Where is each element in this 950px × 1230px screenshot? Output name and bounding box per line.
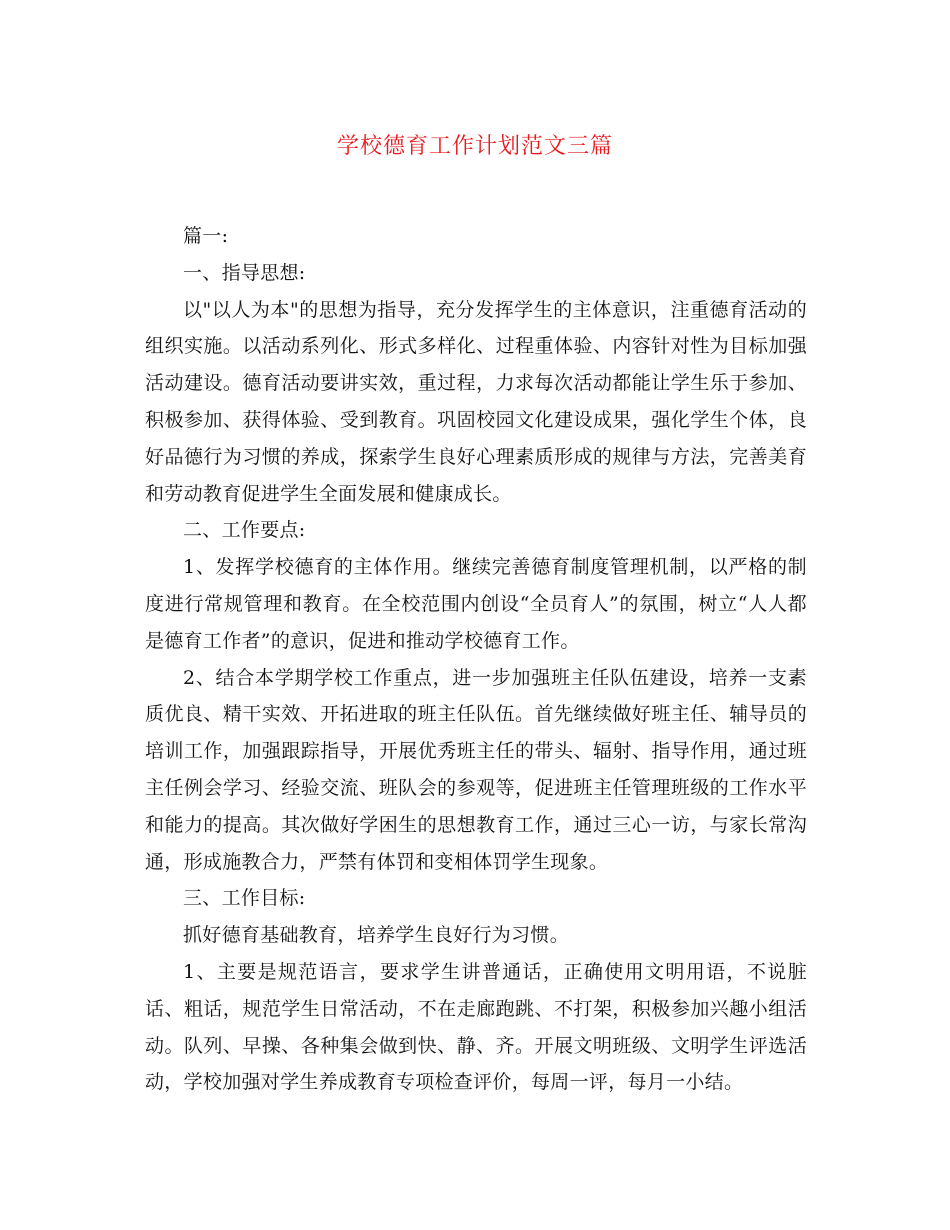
document-body [145,218,807,1101]
paragraph-work-point-2: 2、结合本学期学校工作重点，进一步加强班主任队伍建设，培养一支素质优良、精干实效、开拓进取的班主任队伍。首先继续做好班主任、辅导员的培训工作，加强跟踪指导，开展优秀班主任的带头、辐射、指导作用，通过班主任例会学习、经验交流、班队会的参观等，促进班主任管理班级的工作水平和能力的提高。其次做好学困生的思想教育工作，通过三心一访，与家长常沟通，形成施教合力，严禁有体罚和变相体罚学生现象。 [145,666,807,873]
paragraph-work-goal-1: 1、主要是规范语言，要求学生讲普通话，正确使用文明用语，不说脏话、粗话，规范学生日常活动，不在走廊跑跳、不打架，积极参加兴趣小组活动。队列、早操、各种集会做到快、静、齐。开展文明班级、文明学生评选活动，学校加强对学生养成教育专项检查评价，每周一评，每月一小结。 [145,960,807,1094]
paragraph-work-goals-summary: 抓好德育基础教育，培养学生良好行为习惯。 [183,924,570,947]
paragraph-work-point-1: 1、发挥学校德育的主体作用。继续完善德育制度管理机制，以严格的制度进行常规管理和教育。在全校范围内创设“全员育人”的氛围，树立“人人都是德育工作者”的意识，促进和推动学校德育工作。 [145,556,807,652]
paragraph-guiding-ideology: 以"以人为本"的思想为指导，充分发挥学生的主体意识，注重德育活动的组织实施。以活动系列化、形式多样化、过程重体验、内容针对性为目标加强活动建设。德育活动要讲实效，重过程，力求每次活动都能让学生乐于参加、积极参加、获得体验、受到教育。巩固校园文化建设成果，强化学生个体，良好品德行为习惯的养成，探索学生良好心理素质形成的规律与方法，完善美育和劳动教育促进学生全面发展和健康成长。 [145,298,807,505]
paragraph-work-points-heading: 二、工作要点: [183,519,306,542]
paragraph-part-one: 篇一: [183,225,229,247]
document-title: 学校德育工作计划范文三篇 [336,134,613,159]
paragraph-guiding-ideology-heading: 一、指导思想: [183,261,306,284]
paragraph-work-goals-heading: 三、工作目标: [183,887,306,910]
